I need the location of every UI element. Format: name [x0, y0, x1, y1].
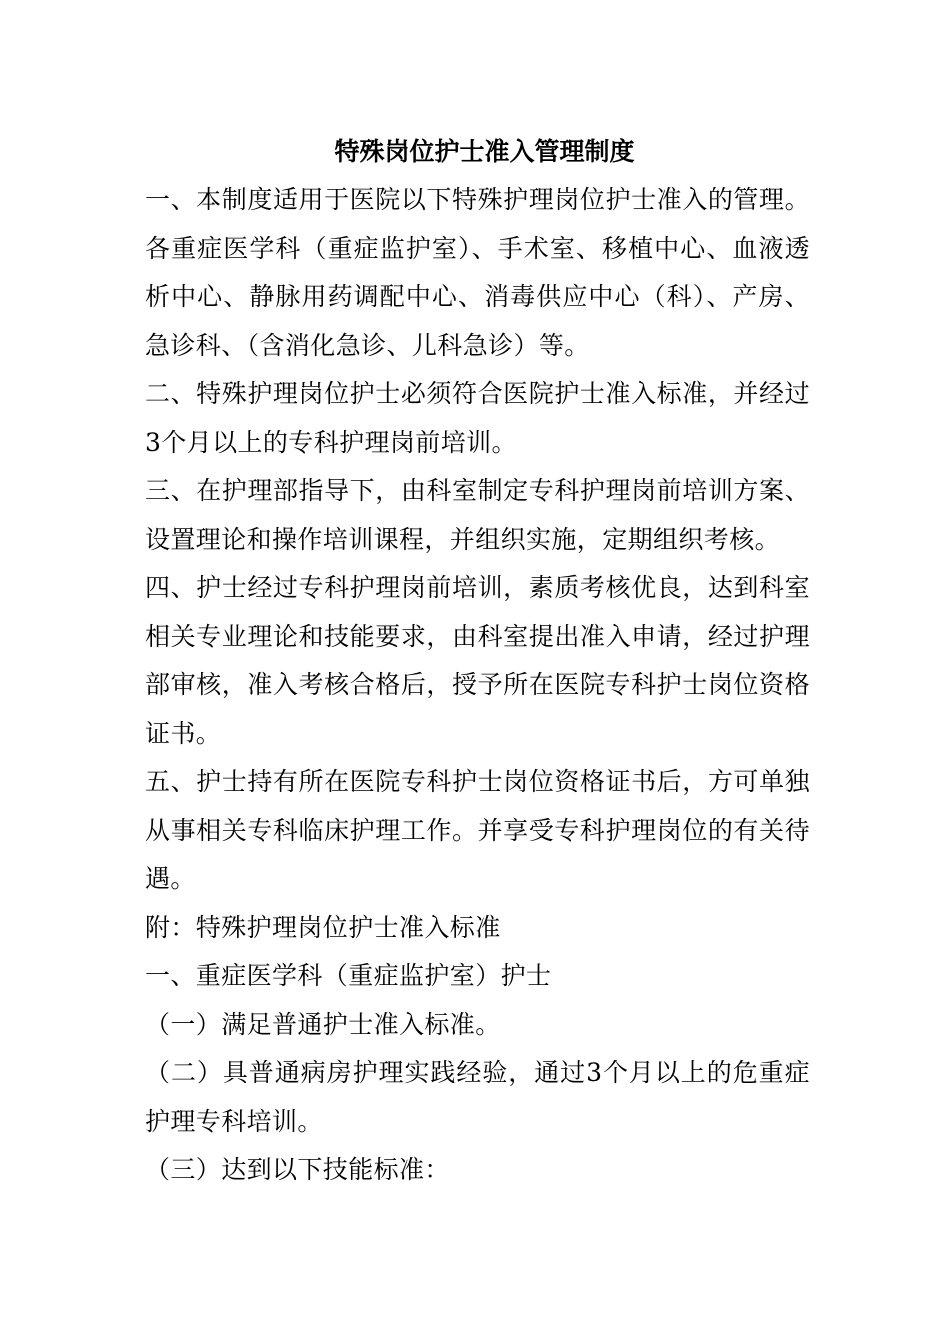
icu-criterion-1: （一）满足普通护士准入标准。: [145, 1009, 501, 1039]
document-body: [145, 128, 810, 1195]
icu-criterion-2: （二）具普通病房护理实践经验，通过3个月以上的危重症护理专科培训。: [145, 1058, 810, 1136]
icu-criterion-3: （三）达到以下技能标准：: [145, 1155, 450, 1184]
paragraph-requirement: 二、特殊护理岗位护士必须符合医院护士准入标准，并经过3个月以上的专科护理岗前培训。: [145, 379, 810, 457]
document-title: 特殊岗位护士准入管理制度: [334, 137, 635, 166]
appendix-heading: 附：特殊护理岗位护士准入标准: [145, 912, 501, 942]
paragraph-training: 三、在护理部指导下，由科室制定专科护理岗前培训方案、设置理论和操作培训课程，并组织实施，定期组织考核。: [145, 476, 810, 554]
paragraph-practice: 五、护士持有所在医院专科护士岗位资格证书后，方可单独从事相关专科临床护理工作。并享受专科护理岗位的有关待遇。: [145, 767, 810, 893]
paragraph-scope: 一、本制度适用于医院以下特殊护理岗位护士准入的管理。各重症医学科（重症监护室）、手术室、移植中心、血液透析中心、静脉用药调配中心、消毒供应中心（科）、产房、急诊科、（含消化急诊、儿科急诊）等。: [145, 185, 810, 360]
section-icu-nurse: 一、重症医学科（重症监护室）护士: [145, 961, 552, 990]
paragraph-certification: 四、护士经过专科护理岗前培训，素质考核优良，达到科室相关专业理论和技能要求，由科室提出准入申请，经过护理部审核，准入考核合格后，授予所在医院专科护士岗位资格证书。: [145, 573, 810, 748]
